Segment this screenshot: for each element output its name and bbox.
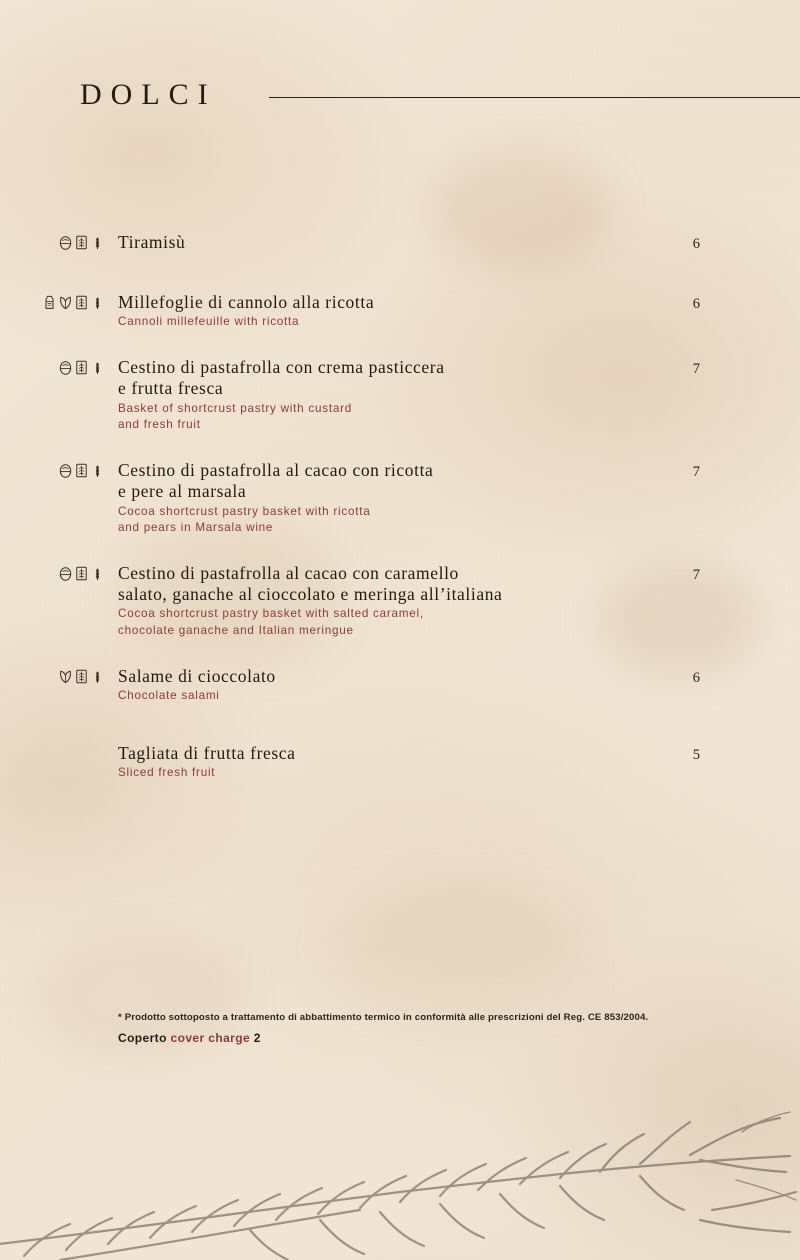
menu-item-price: 6: [692, 236, 700, 252]
menu-item-description: Sliced fresh fruit: [118, 765, 216, 779]
egg-allergen-icon: [59, 566, 72, 581]
allergen-icon-group: [0, 234, 112, 250]
menu-item-list: [0, 232, 800, 808]
allergen-icon-group: [0, 359, 112, 375]
wheat-allergen-icon: [91, 566, 104, 581]
menu-item-description: Cocoa shortcrust pastry basket with salted caramel, chocolate ganache and Italian meringue: [118, 607, 424, 638]
egg-allergen-icon: [59, 235, 72, 250]
section-header: [80, 70, 800, 120]
menu-item-description: Cannoli millefeuille with ricotta: [118, 315, 300, 329]
vegetarian-allergen-icon: [59, 669, 72, 684]
menu-item-name: Cestino di pastafrolla al cacao con ricotta e pere al marsala: [118, 459, 434, 502]
gluten-allergen-icon: [75, 669, 88, 684]
menu-item-name: Cestino di pastafrolla al cacao con caramello salato, ganache al cioccolato e meringa all’italiana: [118, 562, 503, 605]
menu-item: [0, 666, 800, 705]
footnotes: [118, 1012, 738, 1045]
menu-item-description: Basket of shortcrust pastry with custard and fresh fruit: [118, 401, 352, 432]
menu-item-name: Cestino di pastafrolla con crema pasticcera e frutta fresca: [118, 356, 445, 399]
menu-item-price: 6: [692, 669, 700, 686]
menu-item-name: Tagliata di frutta fresca: [118, 742, 296, 763]
wheat-allergen-icon: [91, 463, 104, 478]
allergen-note: * Prodotto sottoposto a trattamento di abbattimento termico in conformità alle prescrizioni del Reg. CE 853/2004.: [118, 1012, 649, 1023]
wheat-allergen-icon: [91, 235, 104, 250]
menu-item-name: Tiramisù: [118, 232, 186, 252]
cover-charge-label-en: cover charge: [170, 1031, 251, 1045]
menu-item: [0, 232, 800, 266]
gluten-allergen-icon: [75, 295, 88, 310]
menu-item-price: 7: [692, 360, 700, 377]
egg-allergen-icon: [59, 463, 72, 478]
menu-item: [0, 743, 800, 782]
cover-charge: [118, 1031, 738, 1045]
header-rule: [269, 97, 800, 98]
wheat-allergen-icon: [91, 295, 104, 310]
menu-item: [0, 563, 800, 640]
gluten-allergen-icon: [75, 566, 88, 581]
menu-item-name: Salame di cioccolato: [118, 665, 276, 686]
allergen-icon-group: [0, 668, 112, 684]
allergen-icon-group: [0, 565, 112, 581]
cover-charge-price: 2: [253, 1031, 261, 1045]
wheat-allergen-icon: [91, 360, 104, 375]
menu-item-description: Chocolate salami: [118, 689, 220, 703]
vegetarian-allergen-icon: [59, 295, 72, 310]
gluten-allergen-icon: [75, 360, 88, 375]
milk-allergen-icon: [43, 295, 56, 310]
menu-item: [0, 460, 800, 537]
allergen-icon-group: [0, 462, 112, 478]
gluten-allergen-icon: [75, 463, 88, 478]
allergen-icon-group: [0, 294, 112, 310]
menu-item-description: Cocoa shortcrust pastry basket with ricotta and pears in Marsala wine: [118, 504, 371, 535]
gluten-allergen-icon: [75, 235, 88, 250]
egg-allergen-icon: [59, 360, 72, 375]
menu-item-price: 6: [692, 296, 700, 312]
menu-item-name: Millefoglie di cannolo alla ricotta: [118, 292, 375, 312]
cover-charge-label-it: Coperto: [118, 1031, 167, 1045]
menu-item-price: 7: [692, 566, 700, 583]
menu-item: [0, 292, 800, 331]
branch-illustration: [0, 1060, 800, 1260]
paper-stain: [330, 880, 590, 1020]
menu-item-price: 7: [692, 463, 700, 480]
menu-item: [0, 357, 800, 434]
wheat-allergen-icon: [91, 669, 104, 684]
page-title: DOLCI: [80, 78, 217, 111]
menu-item-price: 5: [692, 746, 700, 763]
